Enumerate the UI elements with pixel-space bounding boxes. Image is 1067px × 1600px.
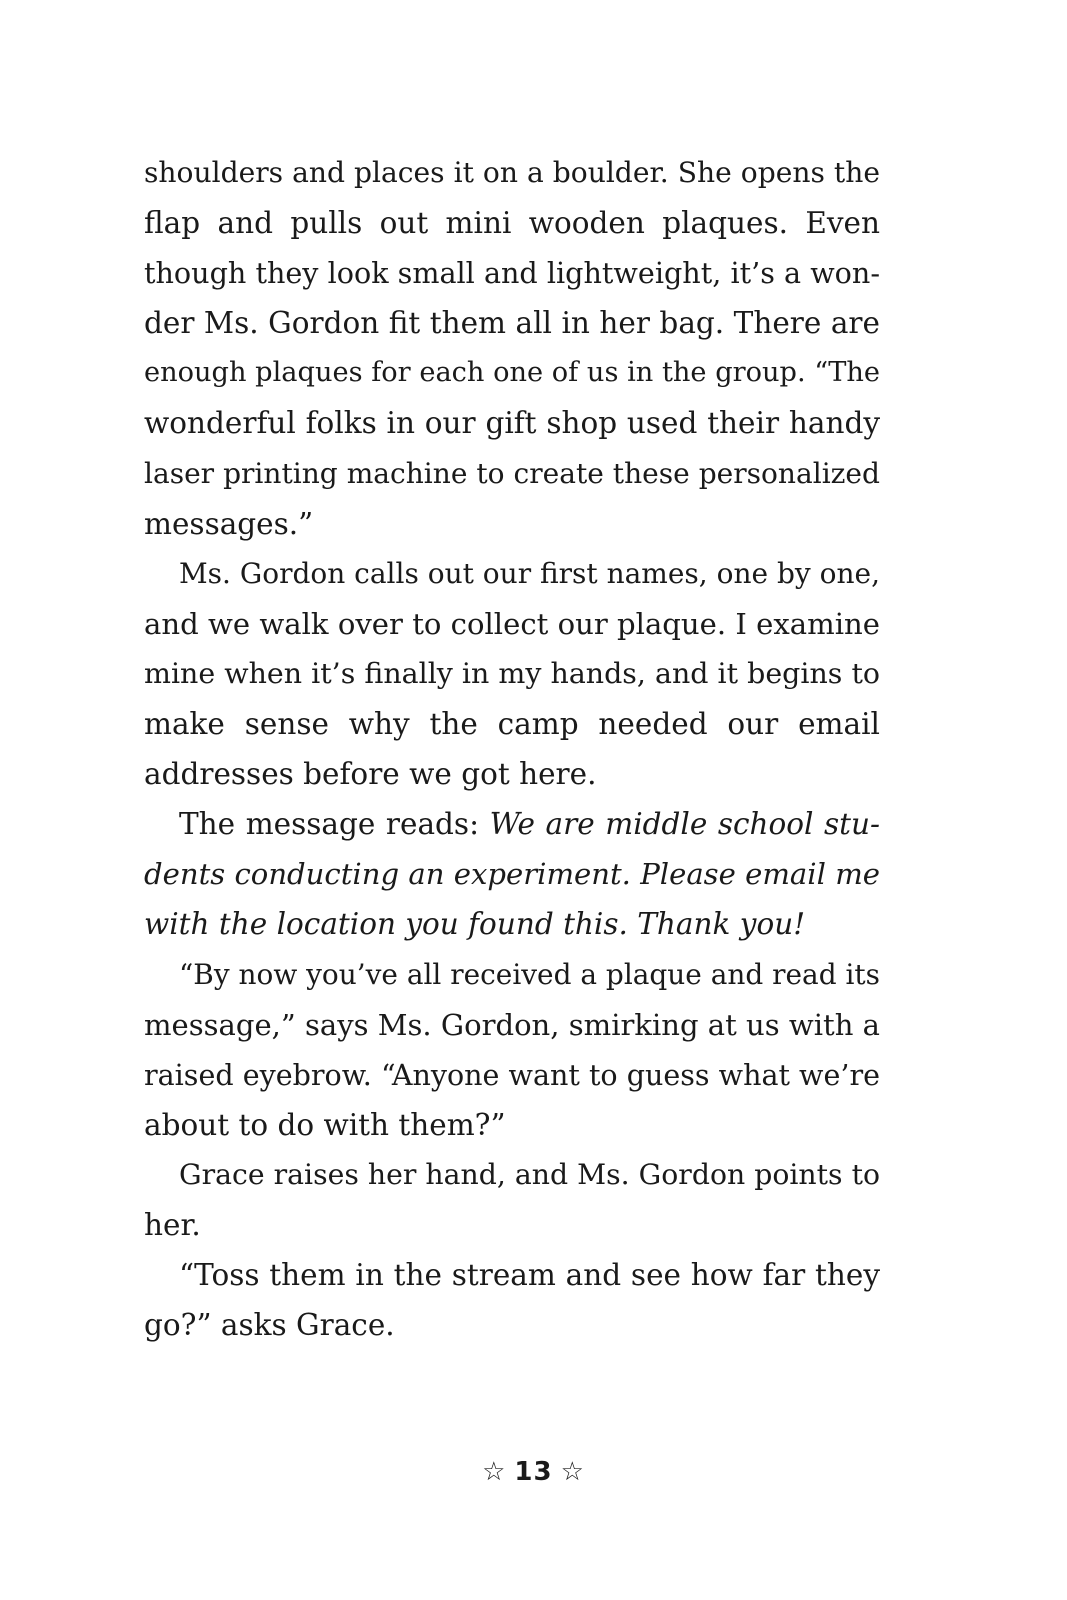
text-line (144, 799, 880, 849)
text-line: Grace raises her hand, and Ms. Gordon points to (179, 1157, 880, 1191)
text-line: laser printing machine to create these personalized (144, 456, 880, 490)
star-icon: ☆ (482, 1457, 507, 1487)
text-line: “By now you’ve all received a plaque and read its (179, 957, 880, 991)
text-line: raised eyebrow. “Anyone want to guess what we’re (144, 1057, 880, 1092)
text-line: addresses before we got here. (144, 757, 597, 792)
text-line: wonderful folks in our gift shop used their handy (144, 406, 880, 441)
star-icon: ☆ (560, 1457, 585, 1487)
text-line: message,” says Ms. Gordon, smirking at us with a (144, 1007, 880, 1042)
text-line: though they look small and lightweight, it’s a won- (144, 256, 880, 291)
text-line: Ms. Gordon calls out our first names, one by one, (179, 556, 880, 590)
page-footer (0, 1452, 1067, 1492)
text-line: her. (144, 1207, 201, 1242)
italic-text-line: with the location you found this. Thank you! (144, 907, 806, 942)
text-line: enough plaques for each one of us in the group. “The (144, 357, 880, 389)
text-line: and we walk over to collect our plaque. I examine (144, 606, 880, 641)
body-text (144, 148, 880, 1350)
italic-text-segment: We are middle school stu- (489, 807, 880, 842)
page-number: 13 (514, 1457, 553, 1487)
text-line: make sense why the camp needed our email (144, 707, 880, 742)
text-line: messages.” (144, 506, 314, 541)
text-line: shoulders and places it on a boulder. She opens the (144, 156, 880, 189)
text-segment: The message reads: (179, 807, 490, 842)
italic-text-line: dents conducting an experiment. Please email me (144, 857, 880, 892)
text-line: about to do with them?” (144, 1107, 506, 1142)
text-line: go?” asks Grace. (144, 1308, 395, 1343)
text-line: flap and pulls out mini wooden plaques. Even (144, 206, 880, 241)
text-line: “Toss them in the stream and see how far they (179, 1258, 880, 1293)
text-line: mine when it’s finally in my hands, and it begins to (144, 656, 880, 690)
text-line: der Ms. Gordon fit them all in her bag. There are (144, 306, 880, 341)
